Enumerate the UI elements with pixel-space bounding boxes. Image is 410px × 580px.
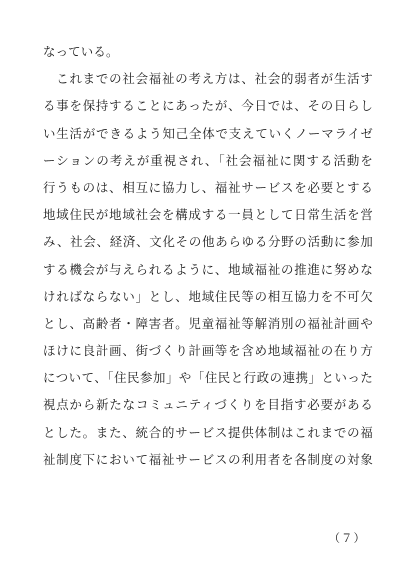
text-line: み、社会、経済、文化その他あらゆる分野の活動に参加	[43, 234, 373, 250]
text-line: ーションの考えが重視され、「社会福祉に関する活動を	[43, 152, 373, 168]
text-line: 地域住民が地域社会を構成する一員として日常生活を営	[43, 207, 373, 223]
body-text	[43, 38, 373, 473]
text-line: 行うものは、相互に協力し、福祉サービスを必要とする	[43, 179, 373, 195]
text-line: これまでの社会福祉の考え方は、社会的弱者が生活す	[43, 71, 373, 87]
text-line: ほけに良計画、街づくり計画等を含め地域福祉の在り方	[43, 343, 373, 359]
text-line: する機会が与えられるように、地域福祉の推進に努めな	[43, 261, 373, 277]
page-number: （７）	[328, 531, 366, 545]
text-line: 視点から新たなコミュニティづくりを目指す必要がある	[43, 397, 373, 413]
text-line: る事を保持することにあったが、今日では、その日らし	[43, 98, 373, 114]
text-line: とした。また、統合的サービス提供体制はこれまでの福	[43, 424, 373, 440]
text-line: とし、高齢者・障害者。児童福祉等解消別の福祉計画や	[43, 315, 373, 331]
text-line: 祉制度下において福祉サービスの利用者を各制度の対象	[43, 451, 373, 467]
text-line: ければならない」とし、地域住民等の相互協力を不可欠	[43, 288, 373, 304]
text-line: について、「住民参加」や「住民と行政の連携」といった	[43, 370, 373, 386]
text-line: い生活ができるよう知己全体で支えていくノーマライゼ	[43, 125, 373, 141]
text-line: なっている。	[43, 44, 119, 59]
